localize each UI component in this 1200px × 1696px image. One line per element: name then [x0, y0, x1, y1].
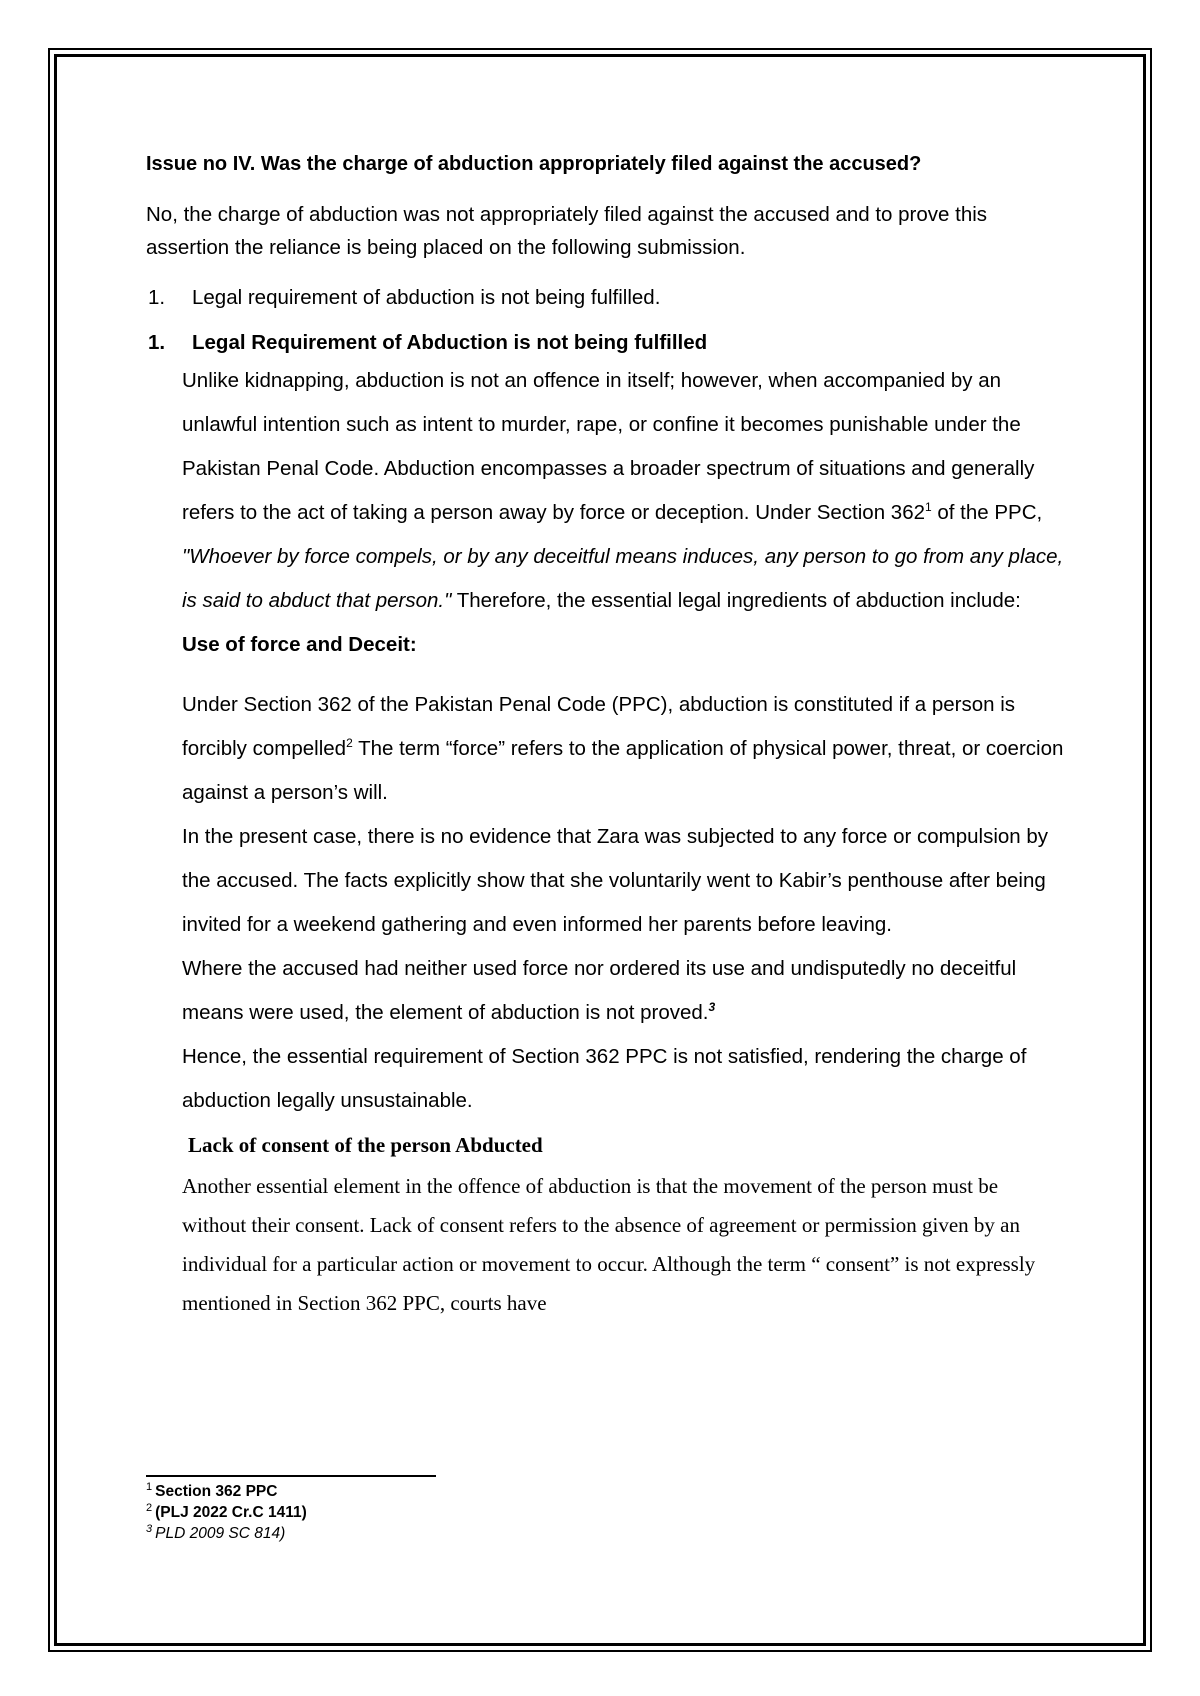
list-item-number: 1.	[148, 286, 166, 309]
footnotes	[146, 1475, 846, 1544]
footnote-ref-1[interactable]: 1	[925, 500, 932, 515]
issue-heading: Issue no IV. Was the charge of abduction appropriately filed against the accused?	[146, 153, 922, 175]
paragraph-section-lead: Under Section 362	[755, 501, 925, 524]
footnote-3	[146, 1523, 846, 1544]
section-heading	[146, 326, 1066, 359]
section-number: 1.	[148, 331, 166, 354]
footnote-3-text: PLD 2009 SC 814)	[155, 1525, 286, 1542]
statute-quote: "Whoever by force compels, or by any deceitful means induces, any person to go from any place, is said to abduct that person."	[182, 545, 1064, 612]
section-title: Legal Requirement of Abduction is not being fulfilled	[192, 331, 708, 354]
footnote-ref-3[interactable]: 3	[708, 1000, 716, 1015]
footnote-1-text: Section 362 PPC	[155, 1483, 278, 1500]
list-item-text: Legal requirement of abduction is not being fulfilled.	[192, 286, 661, 309]
footnote-2	[146, 1502, 846, 1523]
paragraph-no-force-text: Where the accused had neither used force nor ordered its use and undisputedly no deceitful means were used, the element of abduction is not proved.	[182, 957, 1017, 1024]
paragraph-force-lead: Under Section 362 of the Pakistan Penal Code (PPC), abduction is constituted if a person is forcibly compelled	[182, 693, 1016, 760]
paragraph-section-mid: of the PPC,	[931, 501, 1043, 524]
footnote-1-number: 1	[146, 1480, 153, 1493]
footnote-ref-2[interactable]: 2	[346, 736, 353, 751]
subheading-force: Use of force and Deceit:	[182, 633, 417, 656]
paragraph-conclusion: Hence, the essential requirement of Section 362 PPC is not satisfied, rendering the charge of abduction legally unsustainable.	[182, 1045, 1027, 1112]
footnote-2-number: 2	[146, 1501, 153, 1514]
footnote-separator	[146, 1475, 436, 1477]
footnote-3-number: 3	[146, 1522, 153, 1535]
section-body	[146, 359, 1066, 1323]
footnote-2-text: (PLJ 2022 Cr.C 1411)	[155, 1504, 307, 1521]
paragraph-no-force	[182, 947, 1066, 1035]
list-item	[146, 281, 1066, 314]
paragraph-definition	[182, 359, 1066, 623]
paragraph-consent: Another essential element in the offence of abduction is that the movement of the person must be without their consent. Lack of consent refers to the absence of agreement or permission given by an individual for a particular action or movement to occur. Although the term “ consent” is not expressly mentioned in Section 362 PPC, courts have	[182, 1174, 1036, 1315]
intro-paragraph: No, the charge of abduction was not appropriately filed against the accused and to prove this assertion the reliance is being placed on the following submission.	[146, 203, 988, 259]
document-body	[146, 148, 1066, 1323]
paragraph-definition-text: Unlike kidnapping, abduction is not an offence in itself; however, when accompanied by an unlawful intention such as intent to murder, rape, or confine it becomes punishable under the Pakistan Penal Code. Abduction encompasses a broader spectrum of situations and generally refers to the act of taking a person away by force or deception.	[182, 369, 1035, 524]
paragraph-section-tail: Therefore, the essential legal ingredients of abduction include:	[451, 589, 1021, 612]
footnote-1	[146, 1481, 846, 1502]
subheading-consent: Lack of consent of the person Abducted	[188, 1133, 543, 1157]
paragraph-facts: In the present case, there is no evidence that Zara was subjected to any force or compulsion by the accused. The facts explicitly show that she voluntarily went to Kabir’s penthouse after being invited for a weekend gathering and even informed her parents before leaving.	[182, 825, 1049, 936]
paragraph-force	[182, 683, 1066, 815]
paragraph-force-tail: The term “force” refers to the application of physical power, threat, or coercion against a person’s will.	[182, 737, 1064, 804]
